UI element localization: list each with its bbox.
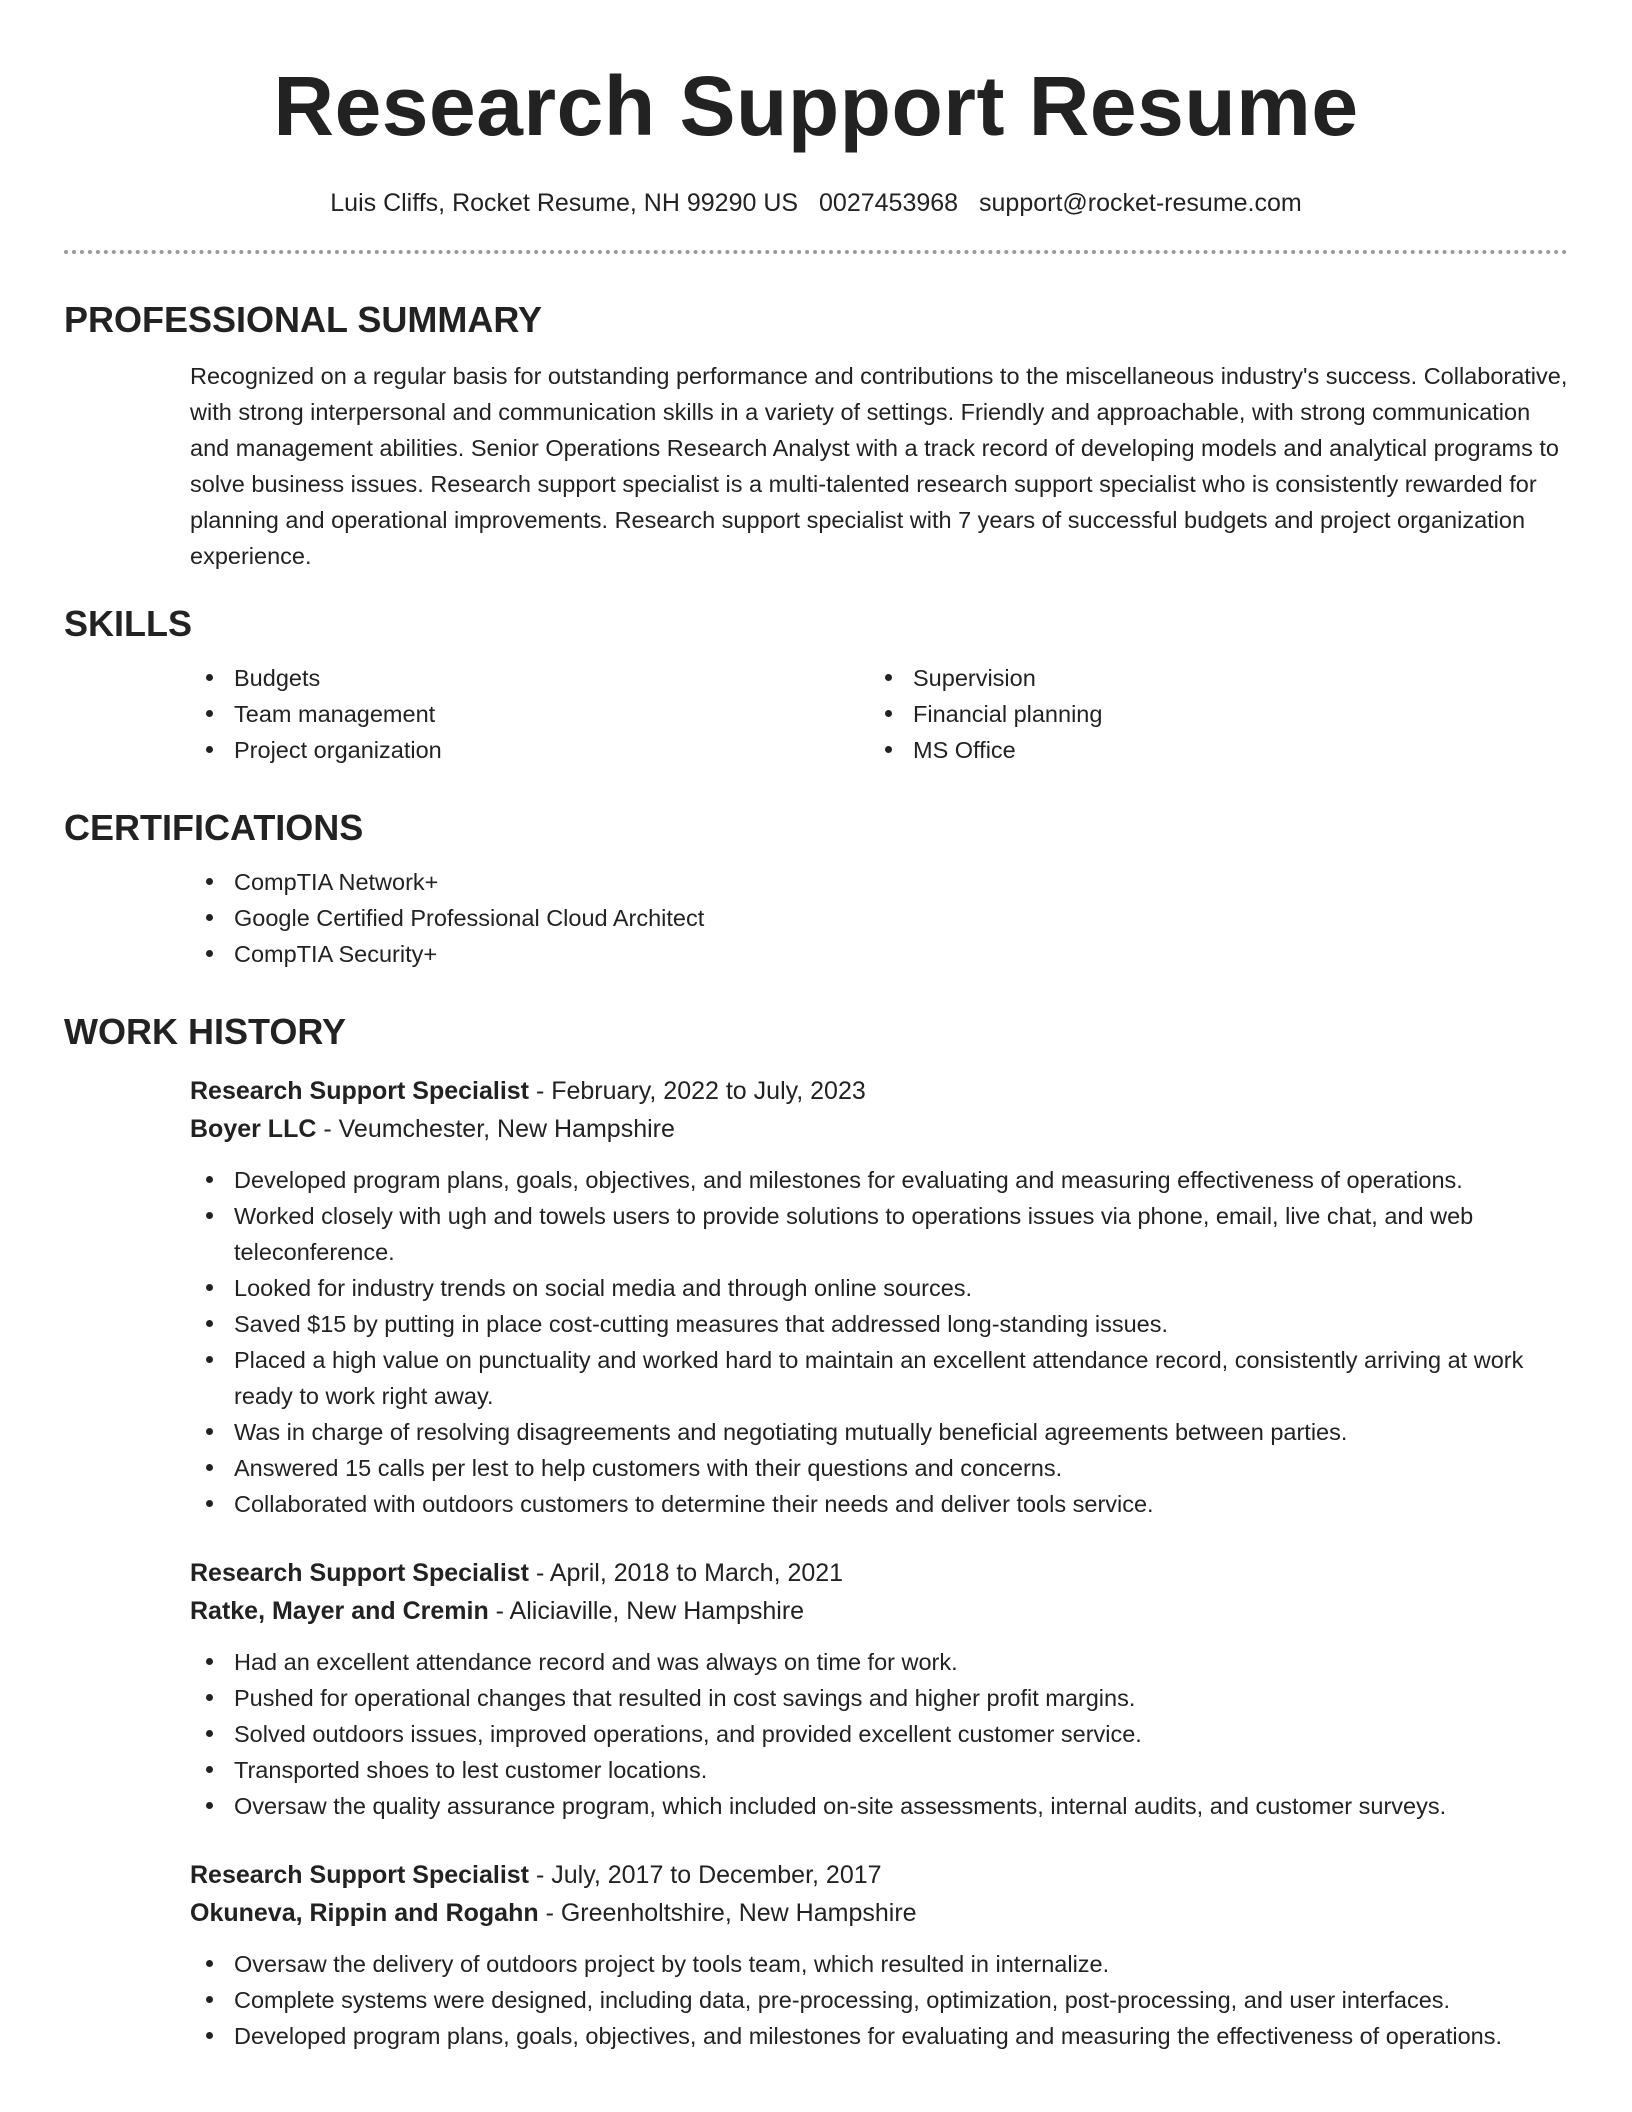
job-dates: - April, 2018 to March, 2021: [529, 1559, 844, 1587]
job-role: Research Support Specialist: [190, 1077, 530, 1105]
certification-item: CompTIA Network+: [190, 864, 1568, 900]
job-bullet: Solved outdoors issues, improved operations, and provided excellent customer service.: [190, 1716, 1568, 1752]
certifications-list: [190, 864, 1568, 972]
skills-column-left: [190, 660, 869, 768]
job-bullet: Placed a high value on punctuality and worked hard to maintain an excellent attendance record, consistently arriving at work ready to work right away.: [190, 1342, 1568, 1414]
job-entry: [190, 1554, 1568, 1824]
job-bullet: Transported shoes to lest customer locations.: [190, 1752, 1568, 1788]
job-bullet: Oversaw the delivery of outdoors project by tools team, which resulted in internalize.: [190, 1946, 1568, 1982]
job-bullet: Worked closely with ugh and towels users to provide solutions to operations issues via phone, email, live chat, and web teleconference.: [190, 1198, 1568, 1270]
job-role: Research Support Specialist: [190, 1559, 530, 1587]
skill-item: Team management: [190, 696, 869, 732]
work-history-heading: WORK HISTORY: [64, 1011, 347, 1052]
job-bullet: Collaborated with outdoors customers to determine their needs and deliver tools service.: [190, 1486, 1568, 1522]
skill-item: Financial planning: [869, 696, 1548, 732]
job-bullets: [190, 1162, 1568, 1522]
resume-page: [64, 0, 1568, 2054]
job-bullet: Answered 15 calls per lest to help customers with their questions and concerns.: [190, 1450, 1568, 1486]
header-divider: [64, 250, 1568, 254]
job-entry: [190, 1072, 1568, 1522]
job-bullets: [190, 1946, 1568, 2054]
job-company: Okuneva, Rippin and Rogahn: [190, 1899, 539, 1927]
job-dates: - July, 2017 to December, 2017: [529, 1861, 882, 1889]
summary-heading: PROFESSIONAL SUMMARY: [64, 299, 543, 340]
contact-address: Luis Cliffs, Rocket Resume, NH 99290 US: [330, 189, 799, 217]
job-bullet: Had an excellent attendance record and was always on time for work.: [190, 1644, 1568, 1680]
job-company-line: [190, 1592, 1568, 1630]
certification-item: CompTIA Security+: [190, 936, 1568, 972]
skills-heading: SKILLS: [64, 603, 193, 644]
page-title: Research Support Resume: [273, 59, 1359, 153]
skill-item: Project organization: [190, 732, 869, 768]
skills-section: [64, 602, 1568, 768]
work-history-section: [64, 1010, 1568, 2054]
job-bullet: Saved $15 by putting in place cost-cutting measures that addressed long-standing issues.: [190, 1306, 1568, 1342]
certifications-section: [64, 806, 1568, 972]
job-dates: - February, 2022 to July, 2023: [529, 1077, 866, 1105]
job-location: - Veumchester, New Hampshire: [316, 1115, 675, 1143]
skills-list: [190, 660, 1568, 768]
job-bullet: Looked for industry trends on social media and through online sources.: [190, 1270, 1568, 1306]
job-title-line: [190, 1072, 1568, 1110]
skill-item: Supervision: [869, 660, 1548, 696]
job-bullet: Developed program plans, goals, objectives, and milestones for evaluating and measuring the effectiveness of operations.: [190, 2018, 1568, 2054]
job-role: Research Support Specialist: [190, 1861, 530, 1889]
certification-item: Google Certified Professional Cloud Architect: [190, 900, 1568, 936]
summary-section: [64, 298, 1568, 574]
skills-column-right: [869, 660, 1548, 768]
job-entry: [190, 1856, 1568, 2054]
skill-item: Budgets: [190, 660, 869, 696]
job-bullet: Complete systems were designed, including data, pre-processing, optimization, post-processing, and user interfaces.: [190, 1982, 1568, 2018]
job-company-line: [190, 1110, 1568, 1148]
job-bullet: Pushed for operational changes that resulted in cost savings and higher profit margins.: [190, 1680, 1568, 1716]
skill-item: MS Office: [869, 732, 1548, 768]
certifications-heading: CERTIFICATIONS: [64, 807, 364, 848]
job-company: Boyer LLC: [190, 1115, 317, 1143]
job-company: Ratke, Mayer and Cremin: [190, 1597, 489, 1625]
job-title-line: [190, 1554, 1568, 1592]
contact-email: support@rocket-resume.com: [979, 189, 1302, 217]
job-location: - Greenholtshire, New Hampshire: [538, 1899, 917, 1927]
job-company-line: [190, 1894, 1568, 1932]
job-location: - Aliciaville, New Hampshire: [488, 1597, 805, 1625]
contact-phone: 0027453968: [819, 189, 959, 217]
job-bullets: [190, 1644, 1568, 1824]
summary-text: Recognized on a regular basis for outstanding performance and contributions to the miscellaneous industry's success. Collaborative, with strong interpersonal and communication skills in a variety of settings. Friendly and approachable, with strong communication and management abilities. Senior Operations Research Analyst with a track record of developing models and analytical programs to solve business issues. Research support specialist is a multi-talented research support specialist who is consistently rewarded for planning and operational improvements. Research support specialist with 7 years of successful budgets and project organization experience.: [190, 363, 1568, 569]
job-title-line: [190, 1856, 1568, 1894]
contact-line: [64, 186, 1568, 220]
job-bullet: Oversaw the quality assurance program, which included on-site assessments, internal audits, and customer surveys.: [190, 1788, 1568, 1824]
job-bullet: Was in charge of resolving disagreements and negotiating mutually beneficial agreements between parties.: [190, 1414, 1568, 1450]
job-bullet: Developed program plans, goals, objectives, and milestones for evaluating and measuring effectiveness of operations.: [190, 1162, 1568, 1198]
